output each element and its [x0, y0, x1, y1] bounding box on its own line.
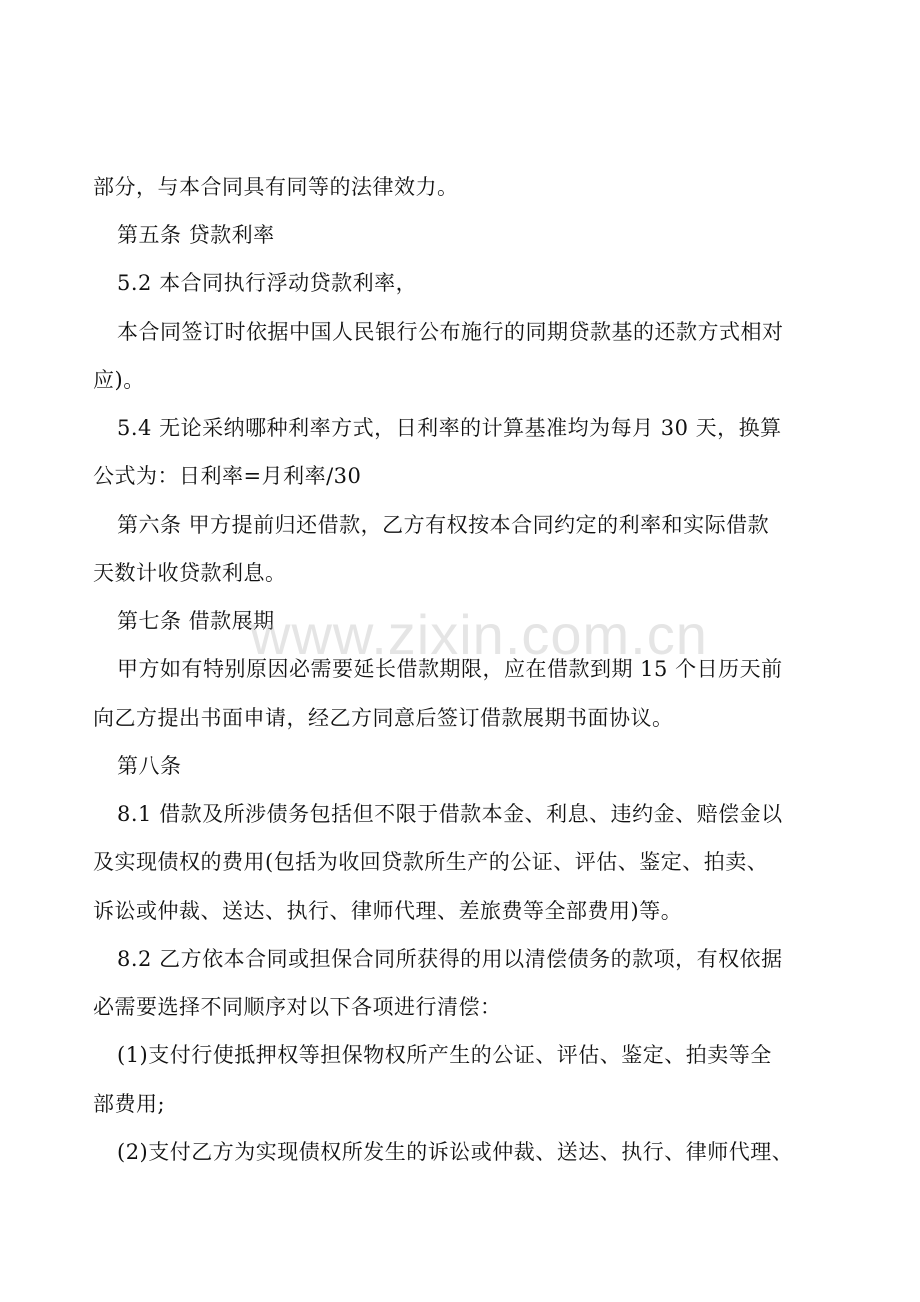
text-line: 必需要选择不同顺序对以下各项进行清偿：	[93, 995, 502, 1019]
text-line: 应)。	[93, 368, 145, 392]
text-line: 公式为：日利率=月利率/30	[93, 464, 362, 488]
text-line: 诉讼或仲裁、送达、执行、律师代理、差旅费等全部费用)等。	[93, 899, 683, 923]
text-line: (1)支付行使抵押权等担保物权所产生的公证、评估、鉴定、拍卖等全	[117, 1043, 772, 1067]
text-line: 部分，与本合同具有同等的法律效力。	[93, 175, 459, 199]
text-line: (2)支付乙方为实现债权所发生的诉讼或仲裁、送达、执行、律师代理、	[117, 1140, 794, 1164]
article-heading: 第五条 贷款利率	[117, 223, 275, 247]
text-line: 第六条 甲方提前归还借款，乙方有权按本合同约定的利率和实际借款	[117, 513, 770, 537]
text-line: 8.2 乙方依本合同或担保合同所获得的用以清偿债务的款项，有权依据	[117, 947, 783, 971]
text-line: 向乙方提出书面申请，经乙方同意后签订借款展期书面协议。	[93, 706, 674, 730]
text-line: 5.2 本合同执行浮动贷款利率，	[117, 271, 418, 295]
text-line: 天数计收贷款利息。	[93, 561, 287, 585]
text-line: 本合同签订时依据中国人民银行公布施行的同期贷款基的还款方式相对	[117, 320, 784, 344]
text-line: 甲方如有特别原因必需要延长借款期限，应在借款到期 15 个日历天前	[117, 657, 783, 681]
article-heading: 第七条 借款展期	[117, 609, 275, 633]
watermark: www.zixin.com.cn	[250, 603, 708, 666]
text-line: 及实现债权的费用(包括为收回贷款所生产的公证、评估、鉴定、拍卖、	[93, 850, 769, 874]
text-line: 5.4 无论采纳哪种利率方式，日利率的计算基准均为每月 30 天，换算	[117, 416, 782, 440]
text-line: 部费用;	[93, 1092, 166, 1116]
text-line: 8.1 借款及所涉债务包括但不限于借款本金、利息、违约金、赔偿金以	[117, 802, 783, 826]
article-heading: 第八条	[117, 754, 182, 778]
